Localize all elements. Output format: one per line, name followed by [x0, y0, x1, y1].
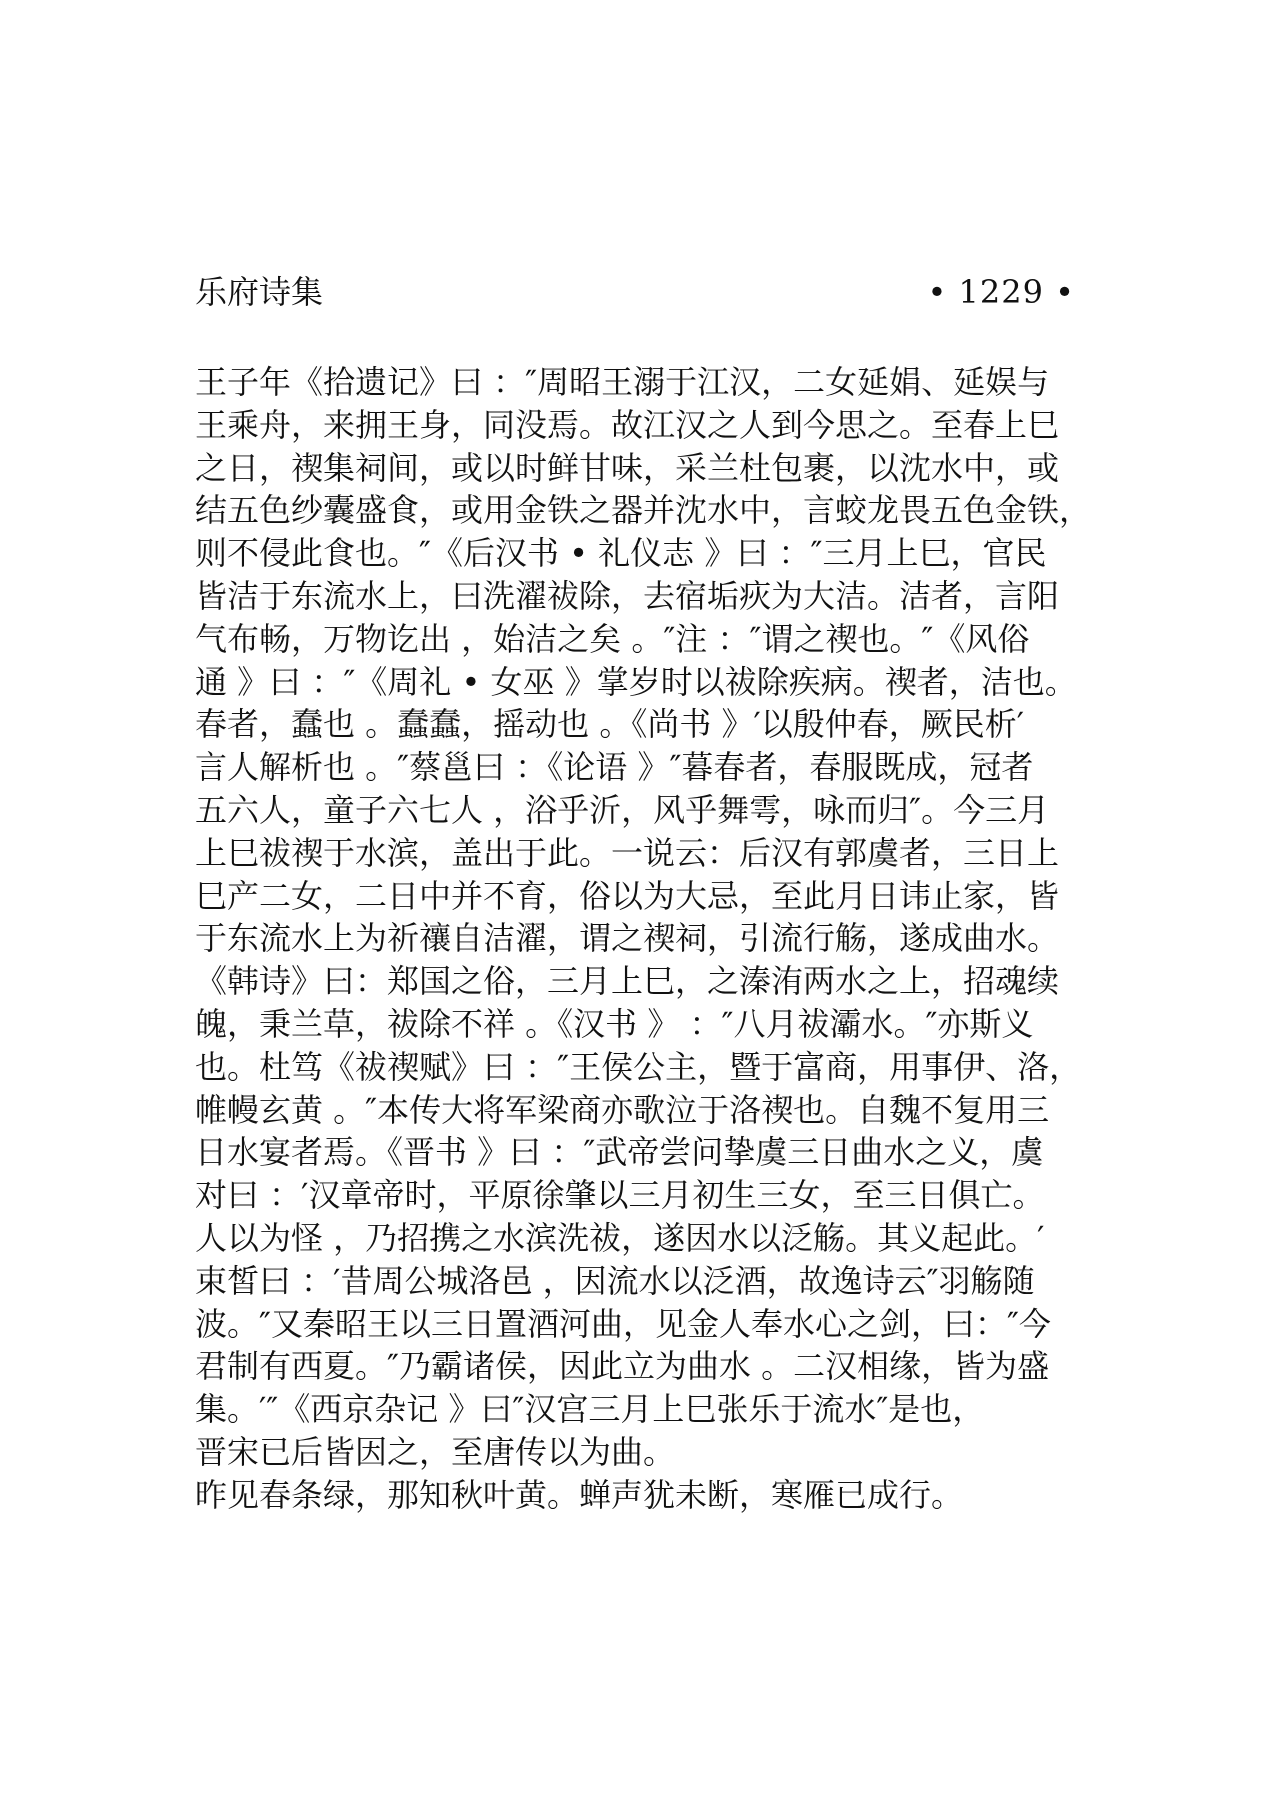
text-line: 波。″又秦昭王以三日置酒河曲，见金人奉水心之剑，曰：″今: [195, 1304, 1051, 1343]
text-line: 通 》曰 ：″《周礼 • 女巫 》掌岁时以祓除疾病。禊者，洁也。: [195, 662, 1077, 701]
text-line: 于东流水上为祈禳自洁濯，谓之禊祠，引流行觞，遂成曲水。: [195, 919, 1060, 958]
text-line: 春者，蠢也 。蠢蠢，摇动也 。《尚书 》′以殷仲春，厥民析′: [195, 705, 1025, 744]
text-line: 《韩诗》曰：郑国之俗，三月上巳，之溱洧两水之上，招魂续: [195, 962, 1060, 1001]
text-line: 则不侵此食也。″《后汉书 • 礼仪志 》曰 ：″三月上巳，官民: [195, 534, 1047, 573]
text-line: 集。′″《西京杂记 》曰″汉宫三月上巳张乐于流水″是也，: [195, 1390, 985, 1429]
text-line: 五六人，童子六七人 ，浴乎沂，风乎舞雩，咏而归″。今三月: [195, 790, 1050, 829]
text-line: 魄，秉兰草，祓除不祥 。《汉书 》 ：″八月祓灞水。″亦斯义: [195, 1004, 1034, 1043]
text-line: 也。杜笃《祓禊赋》曰 ：″王侯公主，暨于富商，用事伊、洛，: [195, 1047, 1082, 1086]
text-line: 晋宋已后皆因之，至唐传以为曲。: [195, 1432, 676, 1471]
text-line: 王子年《拾遗记》曰 ：″周昭王溺于江汉，二女延娟、延娱与: [195, 363, 1050, 401]
text-line: 人以为怪 ，乃招携之水滨洗祓，遂因水以泛觞。其义起此。′: [195, 1218, 1045, 1257]
text-line: 束皙曰 ：′昔周公城洛邑 ，因流水以泛酒，故逸诗云″羽觞随: [195, 1261, 1035, 1300]
text-line: 日水宴者焉。《晋书 》曰 ：″武帝尝问挚虞三日曲水之义，虞: [195, 1133, 1044, 1172]
book-title: 乐府诗集: [195, 273, 324, 311]
text-line: 上巳祓禊于水滨，盖出于此。一说云：后汉有郭虞者，三日上: [195, 833, 1060, 872]
poem-line: 昨见春条绿，那知秋叶黄。蝉声犹未断，寒雁已成行。: [195, 1475, 964, 1514]
text-line: 言人解析也 。″蔡邕曰 ：《论语 》″暮春者，春服既成，冠者: [195, 748, 1034, 787]
text-line: 巳产二女，二日中并不育，俗以为大忌，至此月日讳止家，皆: [195, 876, 1060, 915]
text-line: 气布畅，万物讫出 ，始洁之矣 。″注 ：″谓之禊也。″《风俗: [195, 619, 1030, 658]
text-line: 皆洁于东流水上，曰洗濯祓除，去宿垢疢为大洁。洁者，言阳: [195, 576, 1060, 615]
text-line: 君制有西夏。″乃霸诸侯，因此立为曲水 。二汉相缘，皆为盛: [195, 1347, 1050, 1386]
text-line: 帷幔玄黄 。″本传大将军梁商亦歌泣于洛禊也。自魏不复用三: [195, 1090, 1050, 1129]
text-line: 之日，禊集祠间，或以时鲜甘味，采兰杜包裹，以沈水中，或: [195, 448, 1060, 487]
text-line: 结五色纱囊盛食，或用金铁之器并沈水中，言蛟龙畏五色金铁，: [195, 491, 1092, 530]
page-header: [195, 270, 1075, 314]
page-body: [195, 361, 1195, 1517]
text-line: 对曰 ：′汉章帝时，平原徐肇以三月初生三女，至三日俱亡。: [195, 1176, 1045, 1215]
text-line: 王乘舟，来拥王身，同没焉。故江汉之人到今思之。至春上巳: [195, 405, 1060, 444]
page-number: • 1229 •: [927, 273, 1075, 311]
